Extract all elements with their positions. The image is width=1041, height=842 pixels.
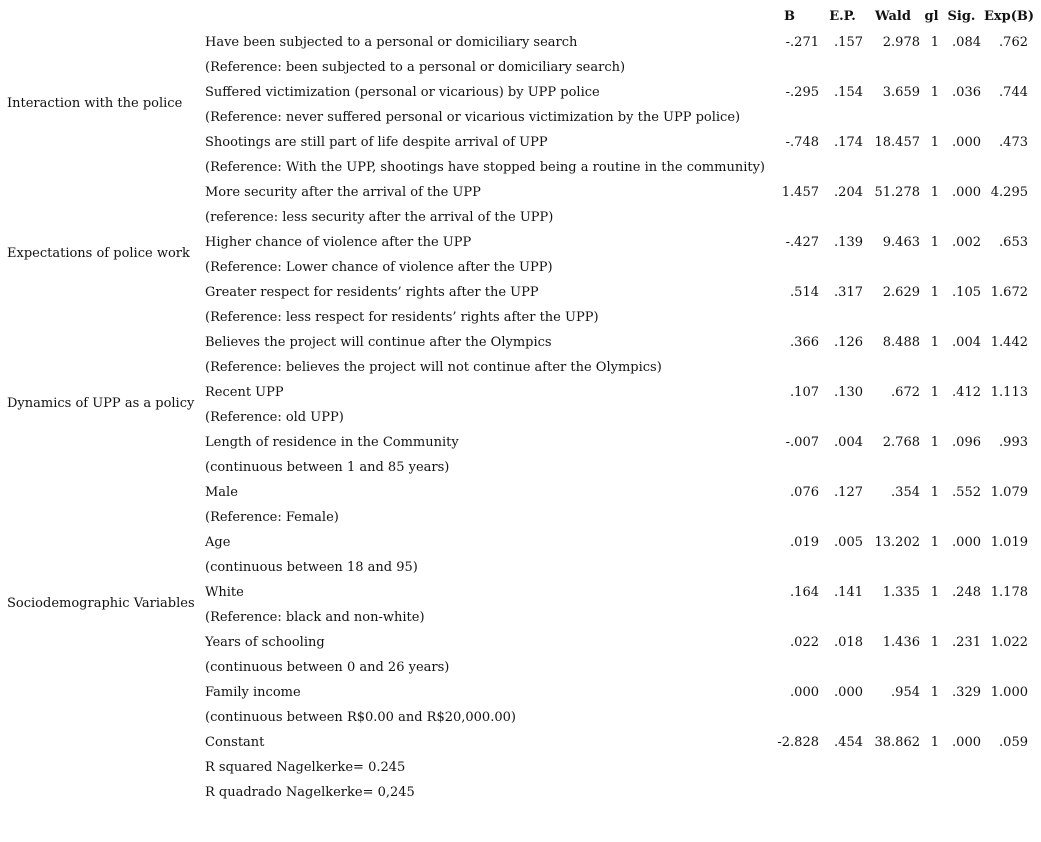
cell-exp: .473	[999, 135, 1028, 150]
cell-ep: .127	[834, 485, 863, 500]
table-row	[0, 580, 1041, 605]
cell-ep: .126	[834, 335, 863, 350]
table-row	[0, 155, 1041, 180]
row-label: (Reference: never suffered personal or vicarious victimization by the UPP police)	[205, 110, 741, 125]
cell-exp: 1.178	[990, 585, 1028, 600]
table-row	[0, 755, 1041, 780]
cell-b: -2.828	[777, 735, 819, 750]
row-label: R squared Nagelkerke= 0.245	[205, 760, 406, 775]
row-label: More security after the arrival of the UPP	[205, 185, 481, 200]
cell-b: .514	[790, 285, 819, 300]
cell-exp: .059	[999, 735, 1028, 750]
cell-ep: .018	[834, 635, 863, 650]
row-label: (Reference: black and non-white)	[205, 610, 425, 625]
row-label: Greater respect for residents’ rights after the UPP	[205, 285, 539, 300]
row-label: Male	[205, 485, 238, 500]
row-label: Years of schooling	[205, 635, 325, 650]
cell-gl: 1	[930, 735, 939, 750]
cell-sig: .036	[952, 85, 981, 100]
cell-ep: .317	[834, 285, 863, 300]
cell-sig: .105	[952, 285, 981, 300]
cell-ep: .154	[834, 85, 863, 100]
table-row	[0, 730, 1041, 755]
table-row	[0, 80, 1041, 105]
row-label: Higher chance of violence after the UPP	[205, 235, 472, 250]
cell-gl: 1	[930, 585, 939, 600]
cell-wald: 51.278	[874, 185, 920, 200]
cell-wald: 3.659	[882, 85, 920, 100]
row-label: Suffered victimization (personal or vicarious) by UPP police	[205, 85, 600, 100]
cell-exp: .993	[999, 435, 1028, 450]
cell-ep: .130	[834, 385, 863, 400]
cell-gl: 1	[930, 685, 939, 700]
cell-exp: 1.079	[990, 485, 1028, 500]
row-label: (Reference: less respect for residents’ rights after the UPP)	[205, 310, 599, 325]
cell-exp: .744	[999, 85, 1028, 100]
table-row	[0, 230, 1041, 255]
category-sociodemographic: Sociodemographic Variables	[7, 596, 195, 611]
cell-gl: 1	[930, 635, 939, 650]
cell-exp: 1.022	[990, 635, 1028, 650]
cell-sig: .248	[952, 585, 981, 600]
cell-sig: .231	[952, 635, 981, 650]
table-row	[0, 405, 1041, 430]
row-label: (Reference: With the UPP, shootings have stopped being a routine in the community)	[205, 160, 765, 175]
cell-sig: .000	[952, 535, 981, 550]
table-row	[0, 605, 1041, 630]
cell-wald: .672	[891, 385, 920, 400]
cell-gl: 1	[930, 485, 939, 500]
cell-sig: .552	[952, 485, 981, 500]
row-label: Believes the project will continue after the Olympics	[205, 335, 552, 350]
row-label: (continuous between 0 and 26 years)	[205, 660, 450, 675]
table-row	[0, 205, 1041, 230]
table-row	[0, 355, 1041, 380]
cell-wald: 1.335	[882, 585, 920, 600]
cell-wald: 38.862	[874, 735, 920, 750]
cell-ep: .141	[834, 585, 863, 600]
table-row	[0, 380, 1041, 405]
cell-b: .019	[790, 535, 819, 550]
cell-wald: 1.436	[882, 635, 920, 650]
cell-b: .000	[790, 685, 819, 700]
cell-b: -.295	[785, 85, 819, 100]
row-label: Have been subjected to a personal or domiciliary search	[205, 35, 578, 50]
cell-sig: .000	[952, 185, 981, 200]
table-row	[0, 705, 1041, 730]
cell-sig: .329	[952, 685, 981, 700]
cell-b: .107	[790, 385, 819, 400]
cell-b: -.271	[785, 35, 819, 50]
cell-gl: 1	[930, 335, 939, 350]
cell-gl: 1	[930, 385, 939, 400]
cell-b: -.427	[785, 235, 819, 250]
row-label: (reference: less security after the arrival of the UPP)	[205, 210, 554, 225]
cell-gl: 1	[930, 35, 939, 50]
cell-wald: 13.202	[874, 535, 920, 550]
row-label: (Reference: Female)	[205, 510, 339, 525]
table-row	[0, 180, 1041, 205]
cell-ep: .157	[834, 35, 863, 50]
cell-exp: 1.019	[990, 535, 1028, 550]
row-label: Age	[205, 535, 231, 550]
header-b: B	[784, 9, 795, 24]
row-label: (Reference: believes the project will not continue after the Olympics)	[205, 360, 662, 375]
category-expectations: Expectations of police work	[7, 246, 190, 261]
table-row	[0, 555, 1041, 580]
table-row	[0, 780, 1041, 805]
cell-wald: 2.768	[882, 435, 920, 450]
cell-sig: .004	[952, 335, 981, 350]
cell-b: .022	[790, 635, 819, 650]
table-row	[0, 630, 1041, 655]
header-sig: Sig.	[947, 9, 976, 24]
cell-b: -.748	[785, 135, 819, 150]
cell-sig: .000	[952, 135, 981, 150]
cell-wald: 9.463	[882, 235, 920, 250]
row-label: Recent UPP	[205, 385, 284, 400]
cell-wald: .354	[891, 485, 920, 500]
table-row	[0, 505, 1041, 530]
table-row	[0, 280, 1041, 305]
table-row	[0, 255, 1041, 280]
cell-wald: 8.488	[882, 335, 920, 350]
cell-gl: 1	[930, 535, 939, 550]
cell-gl: 1	[930, 85, 939, 100]
cell-wald: 2.629	[882, 285, 920, 300]
cell-gl: 1	[930, 285, 939, 300]
cell-wald: 18.457	[874, 135, 920, 150]
table-row	[0, 55, 1041, 80]
cell-sig: .002	[952, 235, 981, 250]
cell-exp: 1.000	[990, 685, 1028, 700]
cell-exp: .762	[999, 35, 1028, 50]
table-row	[0, 655, 1041, 680]
cell-wald: .954	[891, 685, 920, 700]
row-label: Family income	[205, 685, 301, 700]
row-label: R quadrado Nagelkerke= 0,245	[205, 785, 415, 800]
table-row	[0, 130, 1041, 155]
table-row	[0, 305, 1041, 330]
table-row	[0, 330, 1041, 355]
row-label: (Reference: old UPP)	[205, 410, 344, 425]
cell-sig: .096	[952, 435, 981, 450]
cell-gl: 1	[930, 135, 939, 150]
header-exp: Exp(B)	[984, 9, 1035, 24]
cell-ep: .174	[834, 135, 863, 150]
cell-ep: .204	[834, 185, 863, 200]
table-row	[0, 30, 1041, 55]
row-label: (Reference: been subjected to a personal or domiciliary search)	[205, 60, 626, 75]
cell-gl: 1	[930, 235, 939, 250]
header-wald: Wald	[875, 9, 911, 24]
cell-b: .076	[790, 485, 819, 500]
row-label: Length of residence in the Community	[205, 435, 459, 450]
cell-exp: 1.113	[990, 385, 1028, 400]
cell-gl: 1	[930, 435, 939, 450]
cell-ep: .139	[834, 235, 863, 250]
header-ep: E.P.	[829, 9, 856, 24]
cell-b: .164	[790, 585, 819, 600]
cell-sig: .000	[952, 735, 981, 750]
cell-ep: .004	[834, 435, 863, 450]
row-label: (Reference: Lower chance of violence after the UPP)	[205, 260, 553, 275]
cell-wald: 2.978	[882, 35, 920, 50]
category-dynamics: Dynamics of UPP as a policy	[7, 396, 195, 411]
cell-ep: .454	[834, 735, 863, 750]
cell-b: -.007	[785, 435, 819, 450]
row-label: White	[205, 585, 244, 600]
row-label: (continuous between 18 and 95)	[205, 560, 418, 575]
cell-b: .366	[790, 335, 819, 350]
cell-exp: 1.672	[990, 285, 1028, 300]
table-row	[0, 530, 1041, 555]
cell-sig: .084	[952, 35, 981, 50]
row-label: (continuous between 1 and 85 years)	[205, 460, 450, 475]
row-label: Shootings are still part of life despite arrival of UPP	[205, 135, 548, 150]
table-row	[0, 430, 1041, 455]
category-interaction: Interaction with the police	[7, 96, 183, 111]
cell-exp: 4.295	[990, 185, 1028, 200]
table-row	[0, 680, 1041, 705]
row-label: Constant	[205, 735, 265, 750]
row-label: (continuous between R$0.00 and R$20,000.00)	[205, 710, 516, 725]
table-row	[0, 105, 1041, 130]
cell-b: 1.457	[781, 185, 819, 200]
cell-exp: .653	[999, 235, 1028, 250]
cell-gl: 1	[930, 185, 939, 200]
cell-exp: 1.442	[990, 335, 1028, 350]
cell-ep: .005	[834, 535, 863, 550]
cell-ep: .000	[834, 685, 863, 700]
table-row	[0, 455, 1041, 480]
table-row	[0, 480, 1041, 505]
cell-sig: .412	[952, 385, 981, 400]
header-gl: gl	[924, 9, 939, 24]
